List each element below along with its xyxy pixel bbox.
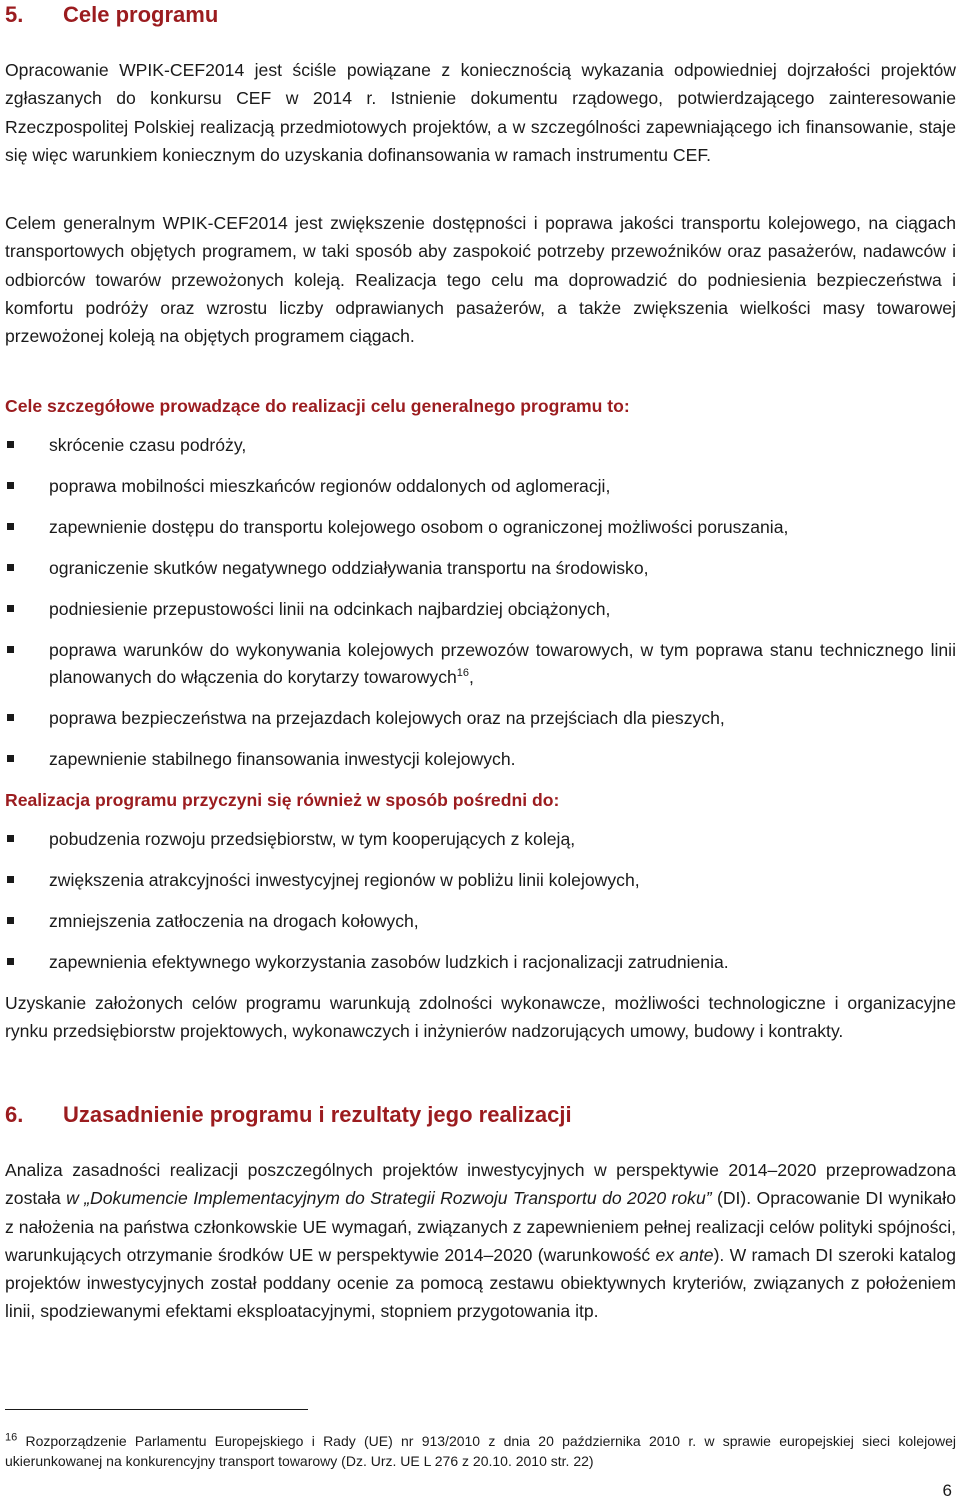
- footnote-separator: [5, 1409, 308, 1410]
- bullet-square-icon: [7, 646, 14, 653]
- bullet-square-icon: [7, 958, 14, 965]
- bullet-square-icon: [7, 564, 14, 571]
- document-title-italic: w „Dokumencie Implementacyjnym do Strategii Rozwoju Transportu do 2020 roku”: [66, 1188, 712, 1209]
- section-title: Cele programu: [63, 2, 219, 27]
- specific-goals-heading: Cele szczegółowe prowadzące do realizacji celu generalnego programu to:: [5, 396, 630, 416]
- document-page: [5, 0, 956, 1508]
- paragraph-justification: Analiza zasadności realizacji poszczególnych projektów inwestycyjnych w perspektywie 2014–2020 przeprowadzona została w „Dokumencie Implementacyjnym do Strategii Rozwoju Transportu do 2020 roku” (DI). Opracowanie DI wynikało z nałożenia na państwa członkowskie UE wymagań, związanych z zapewnieniem pełnej realizacji celów polityki spójności, warunkujących otrzymanie środków UE w perspektywie 2014–2020 (warunkowość ex ante). W ramach DI szeroki katalog projektów inwestycyjnych został poddany ocenie za pomocą zestawu obiektywnych kryteriów, związanych z położeniem linii, spodziewanymi efektami eksploatacyjnymi, stopniem przygotowania itp.: [5, 1160, 957, 1322]
- section-number: 5.: [5, 2, 24, 27]
- list-item: poprawa mobilności mieszkańców regionów oddalonych od aglomeracji,: [5, 473, 956, 500]
- indirect-effects-list: [5, 826, 956, 976]
- footnote-reference: 16: [456, 667, 470, 680]
- paragraph-general-goal: Celem generalnym WPIK-CEF2014 jest zwiększenie dostępności i poprawa jakości transportu kolejowego, na ciągach transportowych objętych programem, w taki sposób aby zaspokoić potrzeby przewoźników oraz pasażerów, nadawców i odbiorców towarów przewożonych koleją. Realizacja tego celu ma doprowadzić do podniesienia bezpieczeństwa i komfortu podróży oraz wzrostu liczby odprawianych pasażerów, a także zwiększenia wielkości masy towarowej przewożonej koleją na objętych programem ciągach.: [5, 213, 956, 347]
- section-title: Uzasadnienie programu i rezultaty jego realizacji: [63, 1102, 572, 1127]
- list-item: poprawa bezpieczeństwa na przejazdach kolejowych oraz na przejściach dla pieszych,: [5, 705, 956, 732]
- list-item: podniesienie przepustowości linii na odcinkach najbardziej obciążonych,: [5, 596, 956, 623]
- section-number: 6.: [5, 1102, 24, 1127]
- list-item: zapewnienia efektywnego wykorzystania zasobów ludzkich i racjonalizacji zatrudnienia.: [5, 949, 956, 976]
- bullet-square-icon: [7, 441, 14, 448]
- list-item: zmniejszenia zatłoczenia na drogach kołowych,: [5, 908, 956, 935]
- section-5-heading: [5, 2, 218, 28]
- bullet-square-icon: [7, 835, 14, 842]
- list-item: skrócenie czasu podróży,: [5, 432, 956, 459]
- bullet-square-icon: [7, 917, 14, 924]
- list-item: zapewnienie stabilnego finansowania inwestycji kolejowych.: [5, 746, 956, 773]
- indirect-effects-heading: Realizacja programu przyczyni się również w sposób pośredni do:: [5, 790, 560, 810]
- paragraph-intro: Opracowanie WPIK-CEF2014 jest ściśle powiązane z koniecznością wykazania odpowiedniej dojrzałości projektów zgłaszanych do konkursu CEF w 2014 r. Istnienie dokumentu rządowego, potwierdzającego zainteresowanie Rzeczpospolitej Polskiej realizacją przedmiotowych projektów, a w szczególności zapewniającego ich finansowanie, staje się więc warunkiem koniecznym do uzyskania dofinansowania w ramach instrumentu CEF.: [5, 60, 956, 165]
- footnote-number: 16: [5, 1431, 18, 1444]
- list-item: zwiększenia atrakcyjności inwestycyjnej regionów w pobliżu linii kolejowych,: [5, 867, 956, 894]
- list-item: pobudzenia rozwoju przedsiębiorstw, w tym kooperujących z koleją,: [5, 826, 956, 853]
- bullet-square-icon: [7, 714, 14, 721]
- bullet-square-icon: [7, 482, 14, 489]
- bullet-square-icon: [7, 876, 14, 883]
- bullet-square-icon: [7, 523, 14, 530]
- list-item: poprawa warunków do wykonywania kolejowych przewozów towarowych, w tym poprawa stanu technicznego linii planowanych do włączenia do korytarzy towarowych$^{16}$,: [5, 637, 956, 691]
- specific-goals-list: [5, 432, 956, 773]
- list-item: zapewnienie dostępu do transportu kolejowego osobom o ograniczonej możliwości poruszania,: [5, 514, 956, 541]
- bullet-square-icon: [7, 755, 14, 762]
- section-6-heading: [5, 1102, 572, 1128]
- list-item: ograniczenie skutków negatywnego oddziaływania transportu na środowisko,: [5, 555, 956, 582]
- footnote: $^{16}$ Rozporządzenie Parlamentu Europejskiego i Rady (UE) nr 913/2010 z dnia 20 października 2010 r. w sprawie europejskiej sieci kolejowej ukierunkowanej na konkurencyjny transport towarowy (Dz. Urz. UE L 276 z 20.10. 2010 str. 22): [5, 1431, 956, 1469]
- page-number: 6: [942, 1481, 952, 1500]
- bullet-square-icon: [7, 605, 14, 612]
- paragraph-conditions: Uzyskanie założonych celów programu warunkują zdolności wykonawcze, możliwości technologiczne i organizacyjne rynku przedsiębiorstw projektowych, wykonawczych i inżynierów nadzorujących umowy, budowy i kontrakty.: [5, 993, 956, 1042]
